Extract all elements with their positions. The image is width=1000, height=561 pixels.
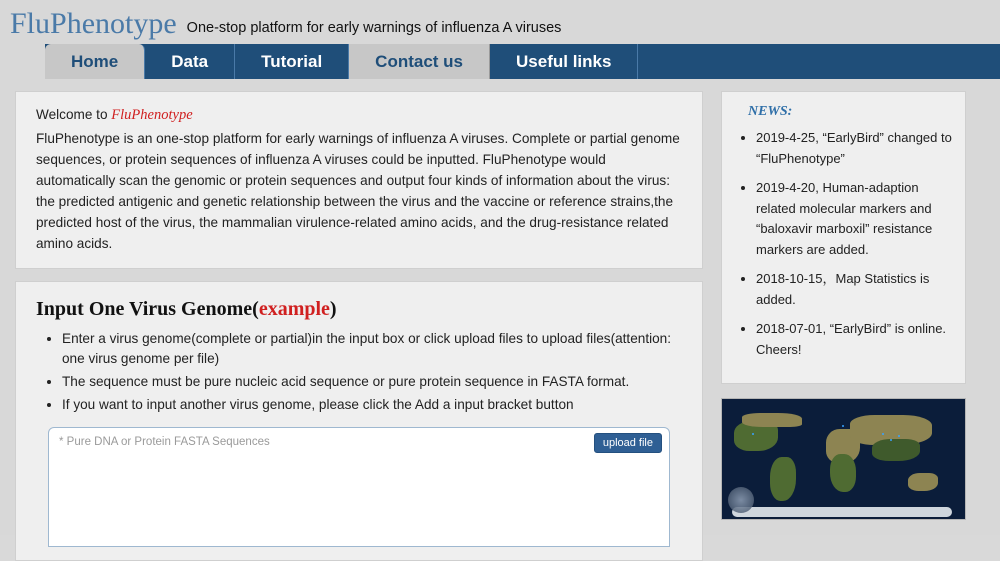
list-item: • Enter a virus genome(complete or partial)in the input box or click upload files to upload files(attention: one virus genome per file)	[62, 329, 682, 369]
map-legend-badge	[728, 487, 754, 513]
nav-item-useful-links[interactable]: Useful links	[490, 44, 638, 79]
welcome-title	[36, 104, 682, 126]
main-nav	[0, 44, 1000, 79]
map-data-point	[882, 433, 884, 435]
list-item: • 2018-07-01, “EarlyBird” is online. Cheers!	[756, 319, 953, 360]
input-section-title	[36, 298, 682, 321]
nav-left-spacer	[0, 44, 45, 79]
world-map-image[interactable]	[721, 398, 966, 520]
nav-item-data[interactable]: Data	[145, 44, 235, 79]
upload-file-button[interactable]: upload file	[594, 433, 662, 453]
list-item: • 2018-10-15，Map Statistics is added.	[756, 269, 953, 310]
map-data-point	[898, 435, 900, 437]
input-instructions-list	[36, 329, 682, 415]
site-brand: FluPhenotype	[10, 7, 177, 40]
input-title-end: )	[329, 298, 337, 320]
map-landmass-asia	[872, 439, 920, 461]
map-data-point	[890, 439, 892, 441]
welcome-lead-text: Welcome to	[36, 107, 112, 122]
site-header	[0, 0, 1000, 44]
welcome-body-text: FluPhenotype is an one-stop platform for early warnings of influenza A viruses. Complete or partial genome sequences, or protein sequences of influenza A viruses could be inputted. FluPhenotype would automatically scan the genomic or protein sequences and output four kinds of information about the virus: the predicted antigenic and genetic relationship between the virus and the vaccine or reference strains,the predicted host of the virus, the mammalian virulence-related amino acids, and the drug-resistance related amino acids.	[36, 131, 680, 251]
right-column	[721, 79, 966, 561]
nav-item-home[interactable]: Home	[45, 44, 145, 79]
list-item: • If you want to input another virus genome, please click the Add a input bracket button	[62, 395, 682, 415]
nav-right-filler	[638, 44, 1000, 79]
input-genome-panel	[15, 281, 703, 561]
example-link[interactable]: example	[258, 298, 330, 320]
list-item: • The sequence must be pure nucleic acid sequence or pure protein sequence in FASTA format.	[62, 372, 682, 392]
input-title-text: Input One Virus Genome(	[36, 298, 259, 320]
sequence-input-wrapper[interactable]	[48, 427, 670, 547]
nav-item-contact-us[interactable]: Contact us	[349, 44, 490, 79]
welcome-brand-text: FluPhenotype	[111, 107, 193, 123]
map-landmass-australia	[908, 473, 938, 491]
site-tagline: One-stop platform for early warnings of influenza A viruses	[186, 20, 562, 36]
map-data-point	[752, 433, 754, 435]
nav-item-tutorial[interactable]: Tutorial	[235, 44, 349, 79]
sequence-input-placeholder: * Pure DNA or Protein FASTA Sequences	[59, 436, 270, 448]
news-panel	[721, 91, 966, 384]
map-landmass-arctic	[742, 413, 802, 427]
map-landmass-south-america	[770, 457, 796, 501]
page-content	[0, 79, 1000, 561]
map-landmass-antarctica	[732, 507, 952, 517]
list-item: • 2019-4-25, “EarlyBird” changed to “FluPhenotype”	[756, 128, 953, 169]
welcome-panel	[15, 91, 703, 269]
list-item: • 2019-4-20, Human-adaption related molecular markers and “baloxavir marboxil” resistance markers are added.	[756, 178, 953, 260]
map-landmass-africa-south	[830, 454, 856, 492]
left-column	[15, 79, 703, 561]
news-list	[734, 128, 953, 360]
news-title: NEWS:	[748, 104, 793, 119]
map-data-point	[842, 425, 844, 427]
